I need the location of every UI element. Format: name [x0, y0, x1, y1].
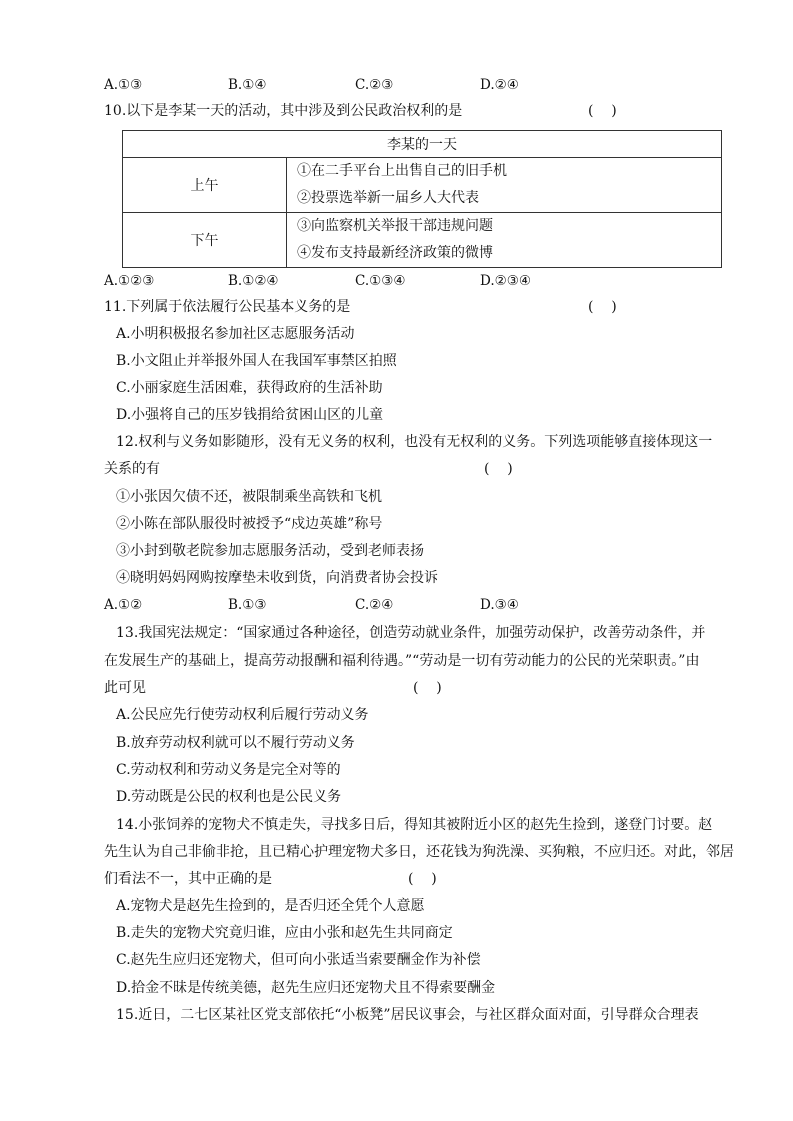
q10-answer-paren: ( ) [588, 103, 617, 119]
q9-option-b: B.①④ [228, 77, 267, 93]
q14-option-b: B.走失的宠物犬究竟归谁，应由小张和赵先生共同商定 [116, 925, 453, 941]
q13-option-d: D.劳动既是公民的权利也是公民义务 [116, 789, 342, 805]
q12-option-d: D.③④ [480, 597, 519, 613]
q14-stem-line1: 14.小张饲养的宠物犬不慎走失，寻找多日后，得知其被附近小区的赵先生捡到，遂登门讨要。赵 [116, 817, 713, 833]
q14-option-c: C.赵先生应归还宠物犬，但可向小张适当索要酬金作为补偿 [116, 952, 481, 968]
q10-option-b: B.①②④ [228, 273, 279, 289]
table-row-morning [123, 158, 722, 213]
q12-option-a: A.①② [104, 597, 143, 613]
q11-option-c: C.小丽家庭生活困难，获得政府的生活补助 [116, 380, 383, 396]
q11-option-a: A.小明积极报名参加社区志愿服务活动 [116, 326, 355, 342]
q13-stem-line3: 此可见 [104, 680, 146, 696]
q10-option-a: A.①②③ [104, 273, 155, 289]
q12-option-b: B.①③ [228, 597, 267, 613]
q14-stem-line3: 们看法不一，其中正确的是 [104, 871, 272, 887]
q9-option-a: A.①③ [104, 77, 143, 93]
q10-activity-table [122, 130, 722, 268]
q12-item-3: ③小封到敬老院参加志愿服务活动，受到老师表扬 [116, 543, 424, 559]
q10-stem: 10.以下是李某一天的活动，其中涉及到公民政治权利的是 [104, 103, 463, 119]
q14-stem-line2: 先生认为自己非偷非抢，且已精心护理宠物犬多日，还花钱为狗洗澡、买狗粮，不应归还。对此，邻居 [104, 844, 734, 860]
q13-option-b: B.放弃劳动权利就可以不履行劳动义务 [116, 735, 355, 751]
q12-stem-line1: 12.权利与义务如影随形，没有无义务的权利，也没有无权利的义务。下列选项能够直接体现这一 [116, 434, 713, 450]
row-items-morning [287, 158, 722, 213]
q12-answer-paren: ( ) [484, 461, 513, 477]
q12-item-4: ④晓明妈妈网购按摩垫未收到货，向消费者协会投诉 [116, 570, 438, 586]
q10-option-c: C.①③④ [355, 273, 406, 289]
q12-option-c: C.②④ [355, 597, 394, 613]
row-label-morning: 上午 [123, 158, 287, 213]
q14-option-a: A.宠物犬是赵先生捡到的，是否归还全凭个人意愿 [116, 898, 425, 914]
q9-option-c: C.②③ [355, 77, 394, 93]
q12-item-2: ②小陈在部队服役时被授予“戍边英雄”称号 [116, 516, 383, 532]
q9-option-d: D.②④ [480, 77, 519, 93]
q13-answer-paren: ( ) [413, 680, 442, 696]
row-items-afternoon [287, 213, 722, 268]
q12-stem-line2: 关系的有 [104, 461, 160, 477]
table-item-2: ②投票选举新一届乡人大代表 [297, 190, 479, 206]
q11-option-d: D.小强将自己的压岁钱捐给贫困山区的儿童 [116, 407, 384, 423]
table-item-1: ①在二手平台上出售自己的旧手机 [297, 163, 507, 179]
q15-stem-line1: 15.近日，二七区某社区党支部依托“小板凳”居民议事会，与社区群众面对面，引导群众合理表 [116, 1007, 699, 1023]
table-item-3: ③向监察机关举报干部违规问题 [297, 218, 493, 234]
q13-option-a: A.公民应先行使劳动权利后履行劳动义务 [116, 707, 369, 723]
q11-option-b: B.小文阻止并举报外国人在我国军事禁区拍照 [116, 353, 397, 369]
q13-option-c: C.劳动权利和劳动义务是完全对等的 [116, 762, 341, 778]
q11-stem: 11.下列属于依法履行公民基本义务的是 [104, 299, 351, 315]
q14-option-d: D.拾金不昧是传统美德，赵先生应归还宠物犬且不得索要酬金 [116, 980, 496, 996]
row-label-afternoon: 下午 [123, 213, 287, 268]
q14-answer-paren: ( ) [408, 871, 437, 887]
table-title: 李某的一天 [123, 131, 722, 158]
q13-stem-line1: 13.我国宪法规定：“国家通过各种途径，创造劳动就业条件，加强劳动保护，改善劳动条件，并 [116, 625, 706, 641]
table-item-4: ④发布支持最新经济政策的微博 [297, 245, 493, 261]
table-row-afternoon [123, 213, 722, 268]
q12-item-1: ①小张因欠债不还，被限制乘坐高铁和飞机 [116, 489, 382, 505]
q11-answer-paren: ( ) [588, 299, 617, 315]
q10-option-d: D.②③④ [480, 273, 531, 289]
q13-stem-line2: 在发展生产的基础上，提高劳动报酬和福利待遇。”“劳动是一切有劳动能力的公民的光荣职责。”由 [104, 653, 700, 669]
